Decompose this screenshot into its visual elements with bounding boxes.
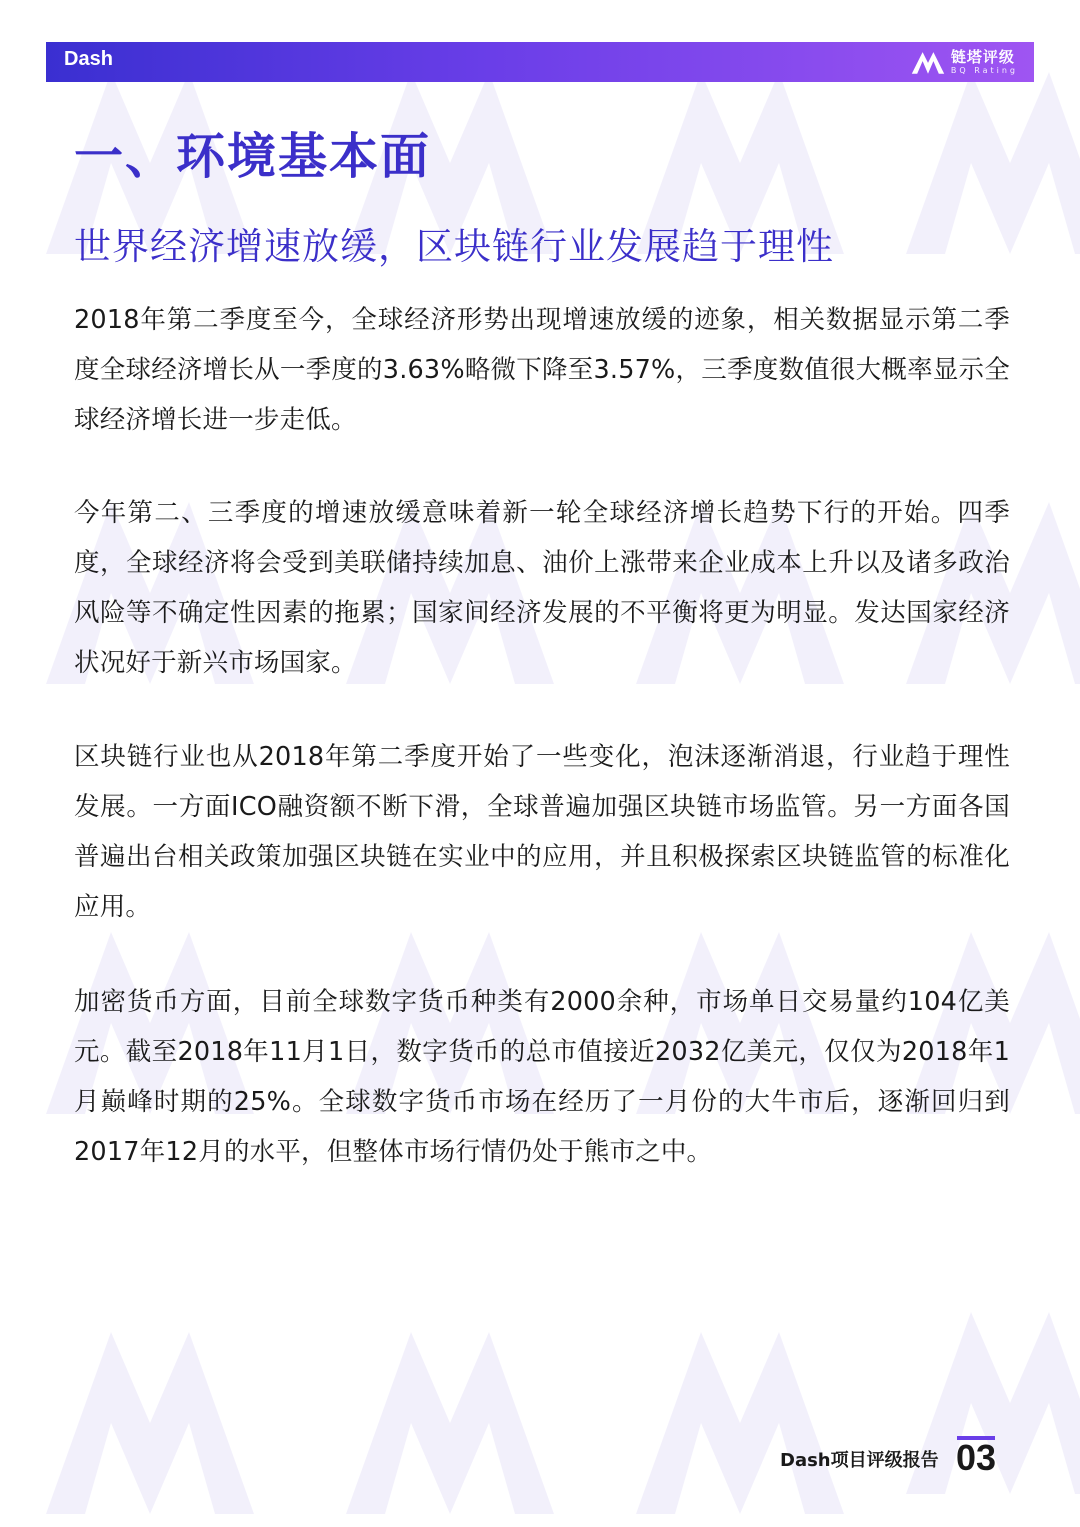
section-subtitle: 世界经济增速放缓，区块链行业发展趋于理性	[74, 225, 834, 268]
watermark-logo	[20, 1280, 280, 1527]
brand-logo-icon	[910, 48, 946, 76]
header-project-name: Dash	[64, 48, 113, 70]
watermark-logo	[320, 1280, 580, 1527]
brand-logo-subtitle: BQ Rating	[950, 65, 1018, 75]
footer-report-name: Dash项目评级报告	[780, 1450, 939, 1471]
brand-logo	[910, 48, 1018, 76]
paragraph-crypto-market: 加密货币方面，目前全球数字货币种类有2000余种，市场单日交易量约104亿美元。截至2018年11月1日，数字货币的总市值接近2032亿美元，仅仅为2018年1月巅峰时期的25%。全球数字货币市场在经历了一月份的大牛市后，逐渐回归到2017年12月的水平，但整体市场行情仍处于熊市之中。	[74, 987, 1010, 1167]
watermark-logo	[610, 1280, 870, 1527]
section-title: 一、环境基本面	[74, 128, 432, 185]
watermark-logo	[880, 1260, 1080, 1520]
paragraph-blockchain-industry: 区块链行业也从2018年第二季度开始了一些变化，泡沫逐渐消退，行业趋于理性发展。一方面ICO融资额不断下滑，全球普遍加强区块链市场监管。另一方面各国普遍出台相关政策加强区块链在实业中的应用，并且积极探索区块链监管的标准化应用。	[74, 742, 1010, 922]
paragraph-economic-outlook: 今年第二、三季度的增速放缓意味着新一轮全球经济增长趋势下行的开始。四季度，全球经济将会受到美联储持续加息、油价上涨带来企业成本上升以及诸多政治风险等不确定性因素的拖累；国家间经济发展的不平衡将更为明显。发达国家经济状况好于新兴市场国家。	[74, 498, 1010, 678]
paragraph-global-economy: 2018年第二季度至今，全球经济形势出现增速放缓的迹象，相关数据显示第二季度全球经济增长从一季度的3.63%略微下降至3.57%，三季度数值很大概率显示全球经济增长进一步走低。	[74, 305, 1010, 435]
brand-logo-name: 链塔评级	[950, 47, 1015, 66]
header-bar	[46, 42, 1034, 82]
page-number: 03	[956, 1437, 997, 1478]
